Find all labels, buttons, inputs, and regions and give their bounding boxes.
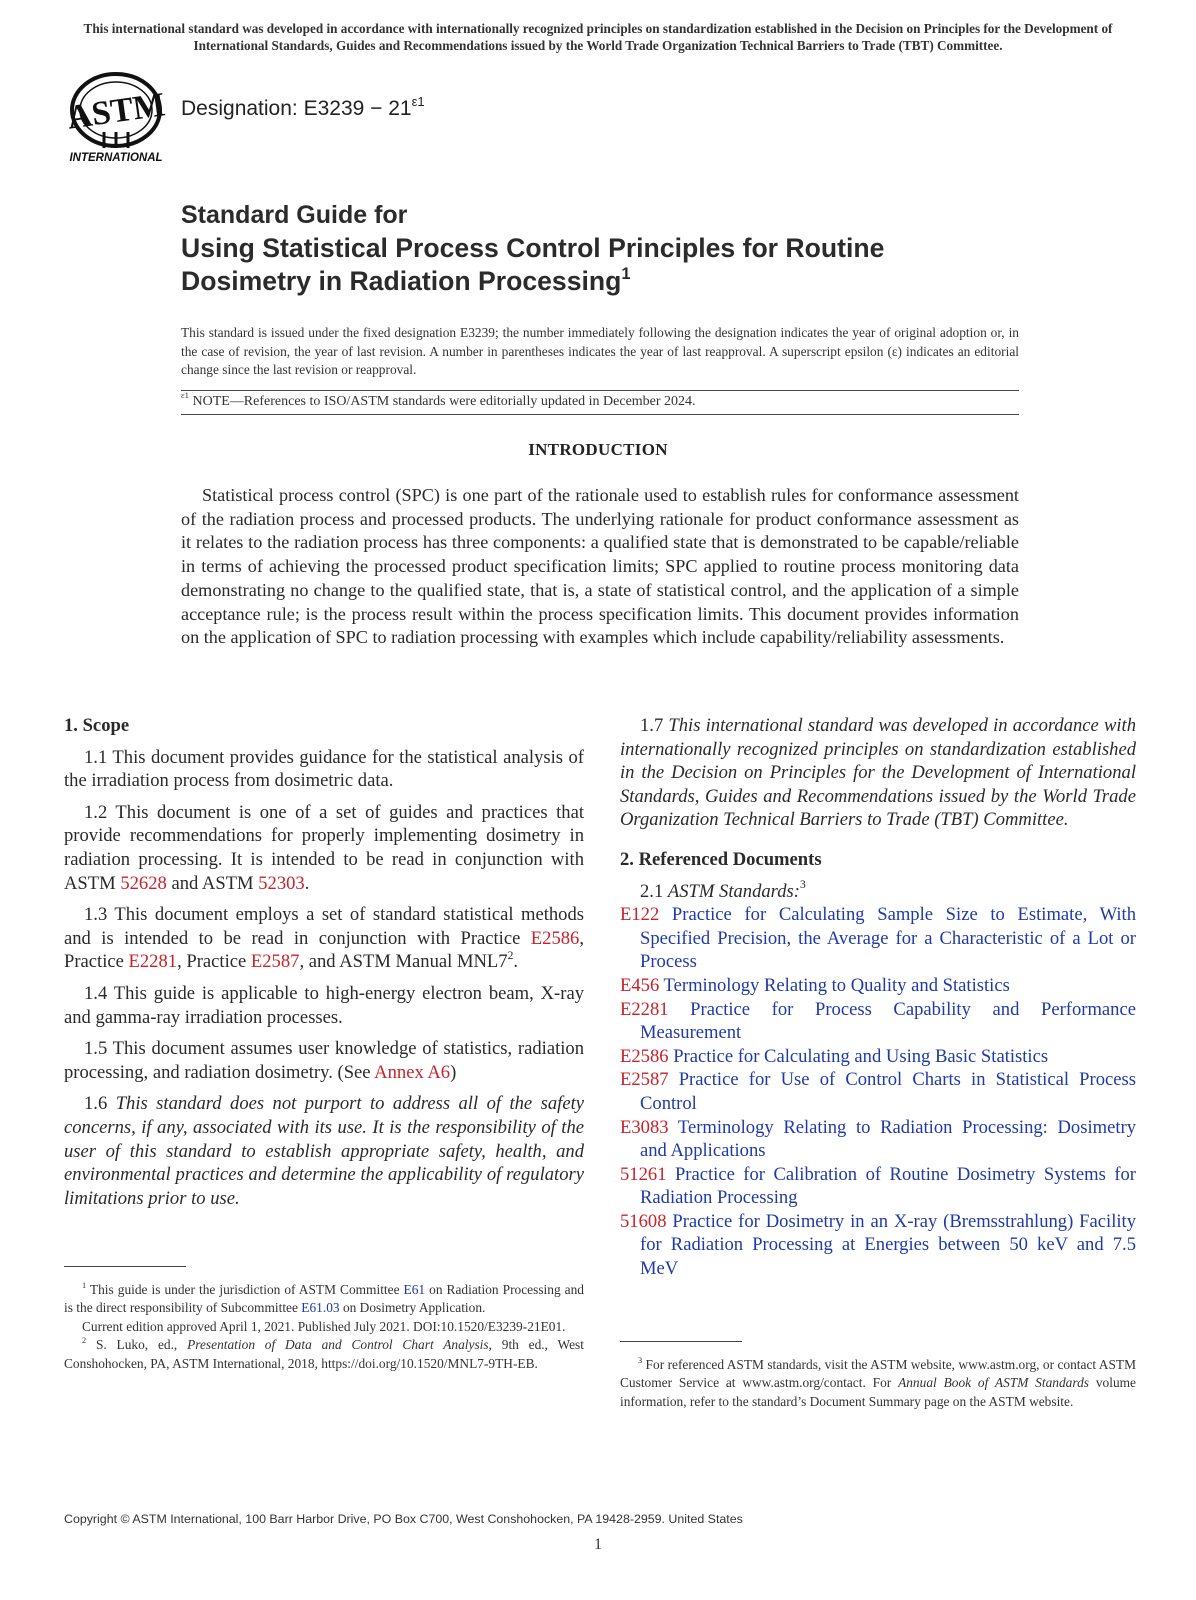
issued-note: This standard is issued under the fixed designation E3239; the number immediately following the designation indicates the year of original adoption or, in the case of revision, the year of last revision. A number in parentheses indicates the year of last reapproval. A superscript epsilon (ε) indicates an editorial change since the last revision or reapproval. [181, 325, 1019, 377]
footnote-rule-left [64, 1266, 186, 1267]
ref-item-51608[interactable]: 51608 Practice for Dosimetry in an X-ray (Bremsstrahlung) Facility for Radiation Processing at Energies between 50 keV and 7.5 MeV [620, 1210, 1136, 1280]
footnote-rule-right [620, 1341, 742, 1342]
title-line-1: Standard Guide for [181, 201, 408, 229]
annex-a6-link[interactable]: Annex A6 [374, 1061, 451, 1083]
editorial-note [181, 390, 696, 410]
ref-link-e2281[interactable]: E2281 [128, 951, 178, 973]
section-1-4: 1.4 This guide is applicable to high-energy electron beam, X-ray and gamma-ray irradiation processes. [64, 982, 584, 1028]
referenced-documents-heading: 2. Referenced Documents [620, 848, 822, 870]
footnote-2: $^2$ S. Luko, ed., Presentation of Data and Control Chart Analysis, 9th ed., West Conshohocken, PA, ASTM International, 2018, https://doi.org/10.1520/MNL7-9TH-EB. [64, 1335, 584, 1371]
section-1-6: 1.6 This standard does not purport to address all of the safety concerns, if any, associated with its use. It is the responsibility of the user of this standard to establish appropriate safety, health, and environmental practices and determine the applicability of regulatory limitations prior to use. [64, 1093, 584, 1209]
note-rule-bottom [181, 414, 1019, 415]
footnote-mark-2: 2 [507, 950, 514, 963]
ref-link-52303[interactable]: 52303 [258, 872, 305, 894]
right-column [620, 714, 1136, 1281]
title-footnote-mark: 1 [621, 264, 631, 283]
committee-e61-link[interactable]: E61 [403, 1282, 426, 1297]
ref-item-e2587[interactable]: E2587 Practice for Use of Control Charts in Statistical Process Control [620, 1069, 1136, 1114]
section-1-5: 1.5 This document assumes user knowledge of statistics, radiation processing, and radiation dosimetry. (See Annex A6) [64, 1038, 584, 1083]
footnote-1-edition: Current edition approved April 1, 2021. Published July 2021. DOI:10.1520/E3239-21E01. [82, 1318, 566, 1334]
footnotes-right [620, 1356, 1136, 1411]
ref-item-e2281[interactable]: E2281 Practice for Process Capability and Performance Measurement [620, 998, 1136, 1044]
document-title [181, 199, 884, 298]
section-1-3: 1.3 This document employs a set of standard statistical methods and is intended to be read in conjunction with Practice E2586, Practice E2281, Practice E2587, and ASTM Manual $MNL7^2$. [64, 904, 584, 973]
footnote-mark-3: 3 [799, 879, 806, 892]
note-rule-top [181, 390, 1019, 391]
introduction-text [181, 484, 1019, 650]
ref-item-e456[interactable]: E456 Terminology Relating to Quality and Statistics [620, 974, 1010, 996]
title-line-2: Using Statistical Process Control Principles for Routine [181, 233, 885, 263]
scope-heading: 1. Scope [64, 715, 130, 736]
top-notice: This international standard was developed in accordance with internationally recognized principles on standardization established in the Decision on Principles for the Development of International Standards, Guides and Recommendations issued by the World Trade Organization Technical Barriers to Trade (TBT) Committee. [83, 21, 1113, 53]
introduction-paragraph: Statistical process control (SPC) is one part of the rationale used to establish rules for conformance assessment of the radiation process and processed products. The underlying rationale for product conformance assessment as it relates to the radiation process has three components: a qualified state that is demonstrated to be capable/reliable in terms of achieving the processed product specification limits; SPC applied to routine process monitoring data demonstrating no change to the qualified state, that is, a state of statistical control, and the application of a simple acceptance rule; is the process result within the process specification limits. This document provides information on the application of SPC to radiation processing with examples which include capability/reliability assessments. [181, 485, 1019, 648]
footnotes-left [64, 1281, 584, 1373]
ref-link-52628[interactable]: 52628 [120, 872, 167, 894]
astm-logo [64, 70, 168, 166]
subcommittee-e61-03-link[interactable]: E61.03 [301, 1300, 340, 1316]
introduction-heading: INTRODUCTION [528, 440, 668, 459]
designation-label: Designation: E3239 − 21 [181, 97, 412, 120]
ref-item-e2586[interactable]: E2586 Practice for Calculating and Using Basic Statistics [620, 1045, 1049, 1067]
copyright-line: Copyright © ASTM International, 100 Barr Harbor Drive, PO Box C700, West Conshohocken, PA 19428-2959. United States [64, 1512, 743, 1526]
ref-item-51261[interactable]: 51261 Practice for Calibration of Routine Dosimetry Systems for Radiation Processing [620, 1163, 1136, 1209]
page-number: 1 [594, 1536, 602, 1553]
left-column [64, 714, 584, 1218]
section-2-1: 2.1 ASTM Standards:$^3$ [640, 879, 806, 902]
section-1-7: 1.7 This international standard was developed in accordance with internationally recognized principles on standardization established in the Decision on Principles for the Development of International Standards, Guides and Recommendations issued by the World Trade Organization Technical Barriers to Trade (TBT) Committee. [620, 715, 1137, 831]
referenced-documents-list [620, 903, 1136, 1281]
editorial-note-mark: ε1 [181, 390, 189, 401]
svg-text:ASTM: ASTM [64, 86, 168, 137]
designation [181, 93, 425, 121]
footnote-3: $^3$ For referenced ASTM standards, visit the ASTM website, www.astm.org, or contact ASTM Customer Service at www.astm.org/contact. For Annual Book of ASTM Standards volume information, refer to the standard’s Document Summary page on the ASTM website. [620, 1355, 1137, 1409]
section-1-1: 1.1 This document provides guidance for the statistical analysis of the irradiation process from dosimetric data. [64, 746, 584, 792]
ref-item-e3083[interactable]: E3083 Terminology Relating to Radiation Processing: Dosimetry and Applications [620, 1116, 1136, 1162]
ref-link-e2586[interactable]: E2586 [530, 927, 580, 949]
ref-link-e2587[interactable]: E2587 [250, 951, 300, 973]
section-1-2: 1.2 This document is one of a set of guides and practices that provide recommendations for properly implementing dosimetry in radiation processing. It is intended to be read in conjunction with ASTM 52628 and ASTM 52303. [64, 801, 584, 894]
editorial-note-text: NOTE—References to ISO/ASTM standards were editorially updated in December 2024. [188, 394, 696, 409]
footnote-1: $^1$ This guide is under the jurisdiction of ASTM Committee E61 on Radiation Processing and is the direct responsibility of Subcommittee E61.03 on Dosimetry Application. [64, 1280, 585, 1316]
designation-epsilon: ε1 [411, 93, 425, 109]
svg-text:INTERNATIONAL: INTERNATIONAL [69, 152, 163, 164]
ref-item-e122[interactable]: E122 Practice for Calculating Sample Size to Estimate, With Specified Precision, the Average for a Characteristic of a Lot or Process [620, 904, 1136, 973]
title-line-3: Dosimetry in Radiation Processing [181, 266, 622, 296]
